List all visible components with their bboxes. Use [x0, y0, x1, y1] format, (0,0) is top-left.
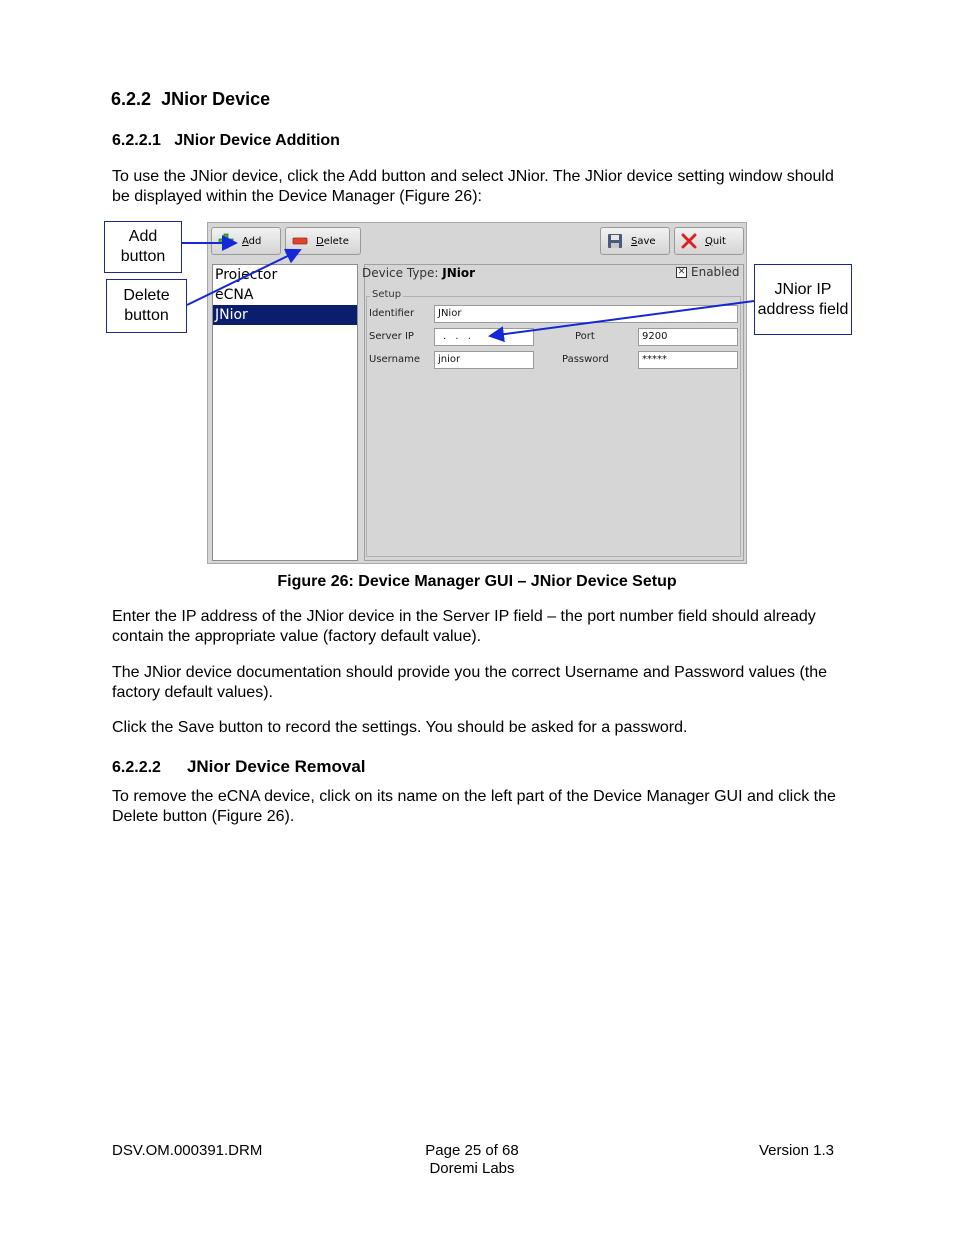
- paragraph-intro: To use the JNior device, click the Add button and select JNior. The JNior device setting window should be displayed within the Device Manager (Figure 26):: [112, 168, 834, 205]
- enabled-label: Enabled: [691, 265, 740, 279]
- callout-delete: Delete button: [106, 279, 187, 333]
- section-title: JNior Device: [161, 89, 271, 109]
- quit-button-label: Quit: [705, 235, 726, 247]
- figure-caption: Figure 26: Device Manager GUI – JNior Device Setup: [277, 573, 677, 590]
- device-type-value: JNior: [442, 266, 476, 280]
- delete-button-label: Delete: [316, 235, 349, 247]
- footer-version: Version 1.3: [758, 1142, 834, 1159]
- enabled-checkbox[interactable]: ✕: [677, 266, 686, 277]
- password-label: Password: [562, 354, 609, 365]
- device-item-projector[interactable]: Projector: [215, 267, 278, 283]
- subsection-number: 6.2.2.1: [112, 132, 161, 149]
- port-label: Port: [575, 331, 595, 342]
- server-ip-label: Server IP: [369, 331, 414, 342]
- section-number: 6.2.2: [111, 89, 152, 109]
- arrow-jnior-ip: [490, 301, 754, 336]
- arrow-delete: [187, 250, 300, 305]
- subsection-heading-removal: [112, 757, 366, 777]
- footer-page: Page 25 of 68: [425, 1142, 519, 1159]
- save-button-label: Save: [631, 235, 656, 247]
- callout-add: Add button: [104, 221, 182, 273]
- server-ip-input[interactable]: . . .: [434, 328, 534, 346]
- device-type-label: Device Type:: [362, 266, 439, 280]
- setup-legend: Setup: [372, 289, 402, 300]
- callout-arrows: [0, 0, 954, 600]
- paragraph-removal: To remove the eCNA device, click on its name on the left part of the Device Manager GUI and click the Delete button (Figure 26).: [112, 788, 836, 825]
- paragraph-ip: Enter the IP address of the JNior device in the Server IP field – the port number field should already contain the appropriate value (factory default value).: [112, 608, 816, 645]
- subsection-title: JNior Device Addition: [174, 132, 340, 149]
- paragraph-save: Click the Save button to record the settings. You should be asked for a password.: [112, 719, 688, 736]
- paragraph-credentials: The JNior device documentation should provide you the correct Username and Password values (the factory default values).: [112, 664, 828, 701]
- username-label: Username: [369, 354, 420, 365]
- add-button-label: Add: [242, 235, 262, 247]
- subsection-number: 6.2.2.2: [112, 759, 161, 776]
- identifier-input[interactable]: JNior: [434, 305, 738, 323]
- footer-company: Doremi Labs: [429, 1160, 515, 1177]
- identifier-label: Identifier: [369, 308, 415, 319]
- username-input[interactable]: jnior: [434, 351, 534, 369]
- footer-doc-id: DSV.OM.000391.DRM: [112, 1142, 263, 1159]
- device-item-ecna[interactable]: eCNA: [215, 287, 254, 303]
- callout-jnior-ip: JNior IP address field: [754, 264, 852, 335]
- subsection-title: JNior Device Removal: [186, 757, 366, 776]
- port-input[interactable]: 9200: [638, 328, 738, 346]
- device-item-jnior[interactable]: JNior: [213, 305, 357, 325]
- password-input[interactable]: *****: [638, 351, 738, 369]
